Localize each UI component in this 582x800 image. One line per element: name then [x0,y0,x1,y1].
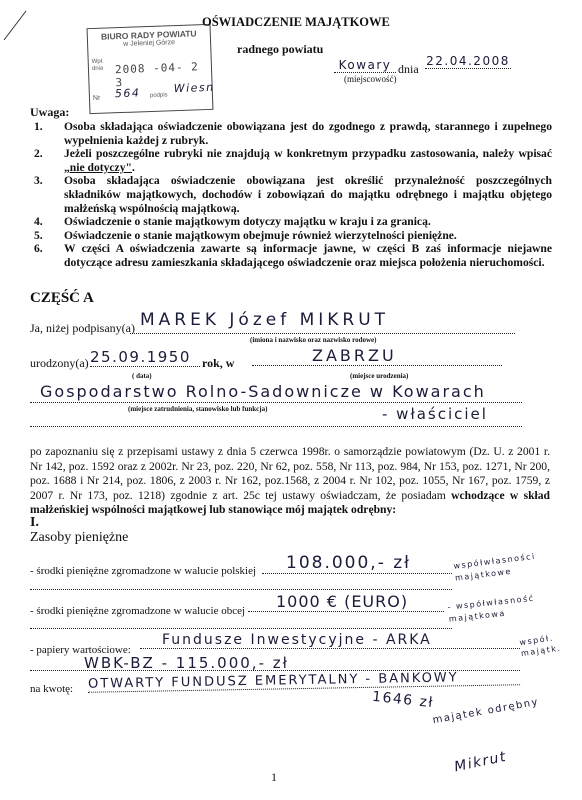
foreign-note: - współwłasność majątkowa [447,593,535,624]
born-date-caption: ( data) [132,372,152,380]
uwaga-label: Uwaga: [30,105,70,119]
stamp-podpis-label: podpis [149,92,168,100]
statement-bold: wchodzące w skład małżeńskiej wspólności majątkowej lub stanowiące mój majątek odrębny: [30,488,550,516]
stamp-dnia-label: dnia [91,65,104,73]
uwaga-item: 6. W części A oświadczenia zawarte są informacje jawne, w części B zaś informacje niejawne dotyczące adresu zamieszkania składającego oświadczenie oraz miejsca położenia nieruchomości. [34,242,552,269]
signature-initials: Mikrut [452,748,509,776]
amount-label: na kwotę: [30,683,74,695]
born-prefix: urodzony(a) [30,356,89,370]
foreign-line-2 [30,628,452,629]
securities-note: współ. majątk. [518,633,562,659]
name-prefix: Ja, niżej podpisany(a) [30,321,135,335]
foreign-label: - środki pieniężne zgromadzone w walucie obcej [30,605,246,617]
securities-label: - papiery wartościowe: [30,644,131,656]
born-place-caption: (miejsce urodzenia) [350,372,409,380]
stamp-wpl-label: Wpł. [91,58,104,66]
work-line [30,402,522,403]
pln-field: 108.000,- zł [262,553,452,574]
section-numeral: I. [30,515,39,530]
uwaga-item: 1. Osoba składająca oświadczenie obowiązana jest do zgodnego z prawdą, starannego i zupełnego wypełnienia każdej z rubryk. [34,120,552,147]
place-caption: (miejscowość) [344,74,397,84]
name-caption: (imiona i nazwisko oraz nazwisko rodowe) [250,336,377,344]
securities-field-2: WBK-BZ - 115.000,- zł [84,654,289,672]
securities-field-1: Fundusze Inwestycyjne - ARKA [140,632,520,649]
stamp-office-city: w Jeleniej Górze [123,39,176,48]
work-field: Gospodarstwo Rolno-Sadownicze w Kowarach [40,382,486,401]
born-mid: rok, w [202,356,235,370]
statement-text: po zapoznaniu się z przepisami ustawy z dnia 5 czerwca 1998r. o samorządzie powiatowym (Dz. U. z 2001 r. Nr 142, poz. 1592 oraz z 2002r. Nr 23, poz. 220, Nr 62, poz. 558, Nr 113, poz. 984, Nr 153, poz. 1271, Nr 200, poz. 1688 i Nr 214, poz. 1806, z 2003 r. Nr 162, poz.1568, z 2004 r. Nr 102, poz. 1055, Nr 167, poz. 1759, z 2007 r. Nr 173, poz. 1218) zgodnie z art. 25c tej ustawy oświadczam, że posiadam [30,445,550,502]
date-prefix: dnia [398,62,419,76]
name-field: MAREK Józef MIKRUT [140,310,390,330]
page-subtitle: radnego powiatu [237,42,324,56]
statement-paragraph [30,445,550,518]
foreign-field: 1000 € (EURO) [248,592,444,612]
corner-pen-mark [2,8,28,42]
section-title: Zasoby pieniężne [30,530,129,545]
work-role-field: - właściciel [382,405,488,423]
name-line [130,333,515,334]
uwaga-list [34,120,552,270]
amount2-note: majątek odrębny [431,696,540,727]
uwaga-item: 3. Osoba składająca oświadczenie obowiązana jest określić przynależność poszczególnych składników majątkowych, dochodów i zobowiązań do majątku odrębnego i majątku objętego małżeńską wspólnością majątkową. [34,174,552,215]
amount2-field: 1646 zł [371,688,435,712]
stamp-nr-value: 564 [114,86,141,101]
uwaga-item: 5. Oświadczenie o stanie majątkowym obejmuje również wierzytelności pieniężne. [34,228,457,242]
place-field: Kowary [334,58,396,73]
date-field: 22.04.2008 [426,54,510,68]
work-caption: (miejsce zatrudnienia, stanowisko lub funkcja) [128,405,268,413]
stamp-office-name: BIURO RADY POWIATU [100,28,197,42]
stamp-date: 2008 -04- 2 3 [114,60,200,90]
pln-line-2 [30,589,452,590]
born-date-field: 25.09.1950 [90,348,200,367]
stamp-nr-label: Nr [92,94,101,103]
page-number: 1 [271,770,277,784]
uwaga-item: 2. Jeżeli poszczególne rubryki nie znajdują w konkretnym przypadku zastosowania, należy wpisać „nie dotyczy". [34,147,552,174]
part-a-heading: CZĘŚĆ A [30,290,94,306]
born-place-field: ZABRZU [252,346,502,366]
office-stamp [87,24,214,114]
amount-field: OTWARTY FUNDUSZ EMERYTALNY - BANKOWY [88,669,520,693]
work-line-2 [30,426,522,427]
page-title: OŚWIADCZENIE MAJĄTKOWE [202,15,390,29]
pln-label: - środki pieniężne zgromadzone w walucie polskiej [30,565,257,577]
pln-note: współwłasności majątkowe [453,551,537,583]
uwaga-item: 4. Oświadczenie o stanie majątkowym dotyczy majątku w kraju i za granicą. [34,215,431,229]
stamp-signature: Wiesn [173,80,215,96]
